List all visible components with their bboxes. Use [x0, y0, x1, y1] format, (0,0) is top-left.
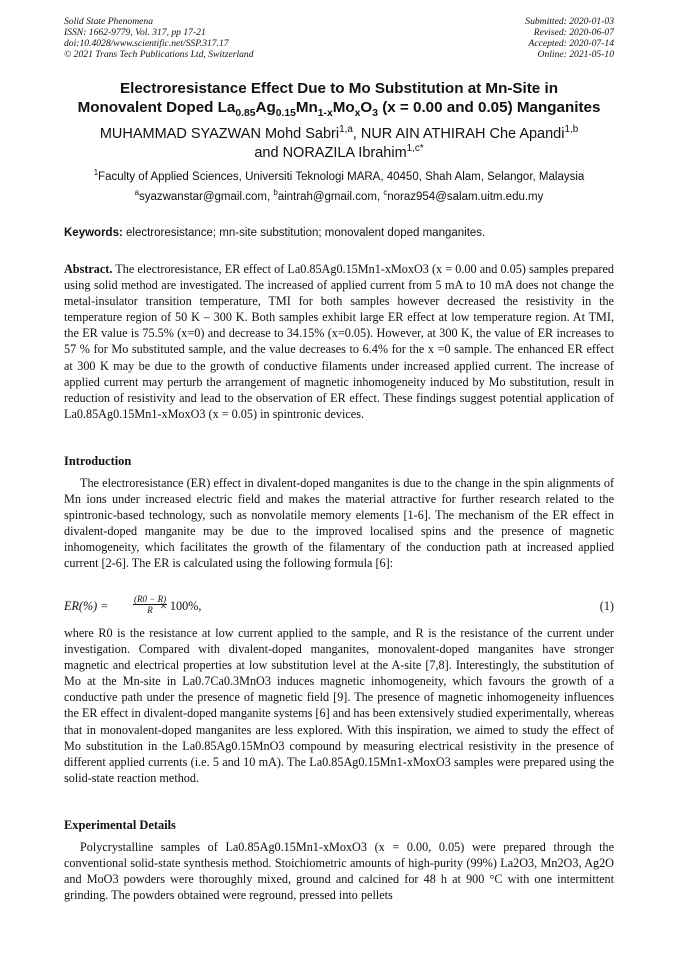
- date-submitted: Submitted: 2020-01-03: [525, 16, 614, 27]
- abstract-text: The electroresistance, ER effect of La0.85Ag0.15Mn1-xMoxO3 (x = 0.00 and 0.05) samples prepared using solid method are investigated. The increased of applied current from 5 mA to 10 mA does not change the metal-insulator transition temperature, TMI for both samples however decreased the resistivity in the temperature region of 50 K – 300 K. Both samples exhibit large ER effect at low temperature region. At TMI, the ER value is 75.5% (x=0) and decrease to 34.15% (x=0.05). However, at 300 K, the value of ER increases to 57 % for Mo substituted sample, and the value decreases to 6.4% for the x =0 sample. The enhanced ER effect at 300 K may be due to the growth of conductive filaments under increased applied current. The increase of applied current may perturb the arrangement of magnetic inhomogeneity induced by Mo substitution, result in reduction of resistivity and lead to the observation of ER effect. These findings suggest potential application of La0.85Ag0.15Mn1-xMoxO3 (x = 0.05) in spintronic devices.: [64, 262, 614, 421]
- title-line-2: Monovalent Doped $La_{0.85}Ag_{0.15}Mn_{1-x}Mo_xO_3$ (x = 0.00 and 0.05) Manganites: [77, 99, 601, 120]
- experimental-heading: Experimental Details: [64, 818, 176, 832]
- equation-denominator: R: [147, 605, 153, 615]
- journal-doi: doi:10.4028/www.scientific.net/SSP.317.17: [64, 38, 229, 49]
- equation-rest: × 100%,: [160, 599, 202, 613]
- abstract-label: Abstract.: [64, 262, 113, 276]
- introduction-paragraph-1: The electroresistance (ER) effect in divalent-doped manganites is due to the change in the spin alignments of Mn ions under increased electric field and makes the material attractive for further research related to the spintronic-based technology, such as nonvolatile memory elements [1-6]. The mechanism of the ER effect in divalent-doped manganite may be due to the improved localised spins and the presence of magnetic inhomogeneity, which facilitates the growth of the filamentary of the conduction path at increased applied current [2-6]. The ER is calculated using the following formula [6]:: [64, 476, 614, 571]
- paper-title: [40, 79, 638, 120]
- introduction-paragraph-2: where R0 is the resistance at low current applied to the sample, and R is the resistance of the current under investigation. Compared with divalent-doped manganites, monovalent-doped manganites have stronger magnetic and electrical properties at low substitution level at the A-site [7,8]. Interestingly, the substitution of Mo at the Mn-site in La0.7Ca0.3MnO3 induces magnetic inhomogeneity, which favours the growth of a conductive path under the presence of magnetic field [9]. The presence of magnetic inhomogeneity influences the ER effect in divalent-doped manganite systems [6] and has been extensively studied experimentally, whereas that in monovalent-doped manganites are less explored. With this inspiration, we aimed to study the effect of Mo substitution in the La0.85Ag0.15MnO3 compound by measuring electrical resistivity in the presence of different applied currents (i.e. 5 and 10 mA). The La0.85Ag0.15Mn1-xMoxO3 samples were prepared using the solid-state reaction method.: [64, 626, 614, 785]
- journal-header-left: [64, 16, 254, 60]
- affiliation: $^1$Faculty of Applied Sciences, Universiti Teknologi MARA, 40450, Shah Alam, Selangor, Malaysia: [93, 168, 585, 183]
- equation-number: (1): [599, 599, 614, 613]
- date-online: Online: 2021-05-10: [537, 49, 614, 60]
- keywords-text: electroresistance; mn-site substitution; monovalent doped manganites.: [122, 227, 486, 239]
- journal-name: Solid State Phenomena: [64, 16, 153, 27]
- equation-numerator: (R0 − R): [134, 594, 167, 604]
- keywords: [64, 226, 616, 240]
- author-list: MUHAMMAD SYAZWAN Mohd Sabri$^{1,a}$, NUR AIN ATHIRAH Che Apandi$^{1,b}$ and NORAZILA Ibrahim$^{1,c*}$: [99, 124, 579, 161]
- keywords-label: Keywords:: [64, 227, 123, 239]
- date-accepted: Accepted: 2020-07-14: [528, 38, 614, 49]
- author-1: MUHAMMAD SYAZWAN Mohd Sabri: [99, 126, 340, 142]
- equation-1: [64, 594, 614, 617]
- experimental-paragraph-1: Polycrystalline samples of La0.85Ag0.15Mn1-xMoxO3 (x = 0.00, 0.05) were prepared through the conventional solid-state synthesis method. Stoichiometric amounts of high-purity (99%) La2O3, Mn2O3, Ag2O and MoO3 powders were thoroughly mixed, ground and calcined for 48 h at 900 °C with one intermittent grinding. The powders obtained were reground, pressed into pellets: [64, 840, 614, 903]
- author-3: and NORAZILA Ibrahim: [254, 145, 407, 161]
- introduction-heading: Introduction: [64, 454, 132, 468]
- equation-lhs: ER(%) =: [64, 599, 109, 613]
- abstract: [64, 261, 614, 422]
- journal-header-right: [525, 16, 614, 60]
- date-revised: Revised: 2020-06-07: [533, 27, 614, 38]
- email-a[interactable]: syazwanstar@gmail.com,: [138, 191, 274, 203]
- email-c[interactable]: noraz954@salam.uitm.edu.my: [387, 191, 544, 203]
- email-b[interactable]: aintrah@gmail.com,: [277, 191, 384, 203]
- journal-copyright: © 2021 Trans Tech Publications Ltd, Switzerland: [64, 49, 254, 60]
- author-emails: $^a$syazwanstar@gmail.com, $^b$aintrah@gmail.com, $^c$noraz954@salam.uitm.edu.my: [134, 188, 544, 203]
- journal-issn: ISSN: 1662-9779, Vol. 317, pp 17-21: [64, 27, 206, 38]
- author-2: , NUR AIN ATHIRAH Che Apandi: [352, 126, 565, 142]
- title-line-1: Electroresistance Effect Due to Mo Substitution at Mn-Site in: [120, 80, 558, 97]
